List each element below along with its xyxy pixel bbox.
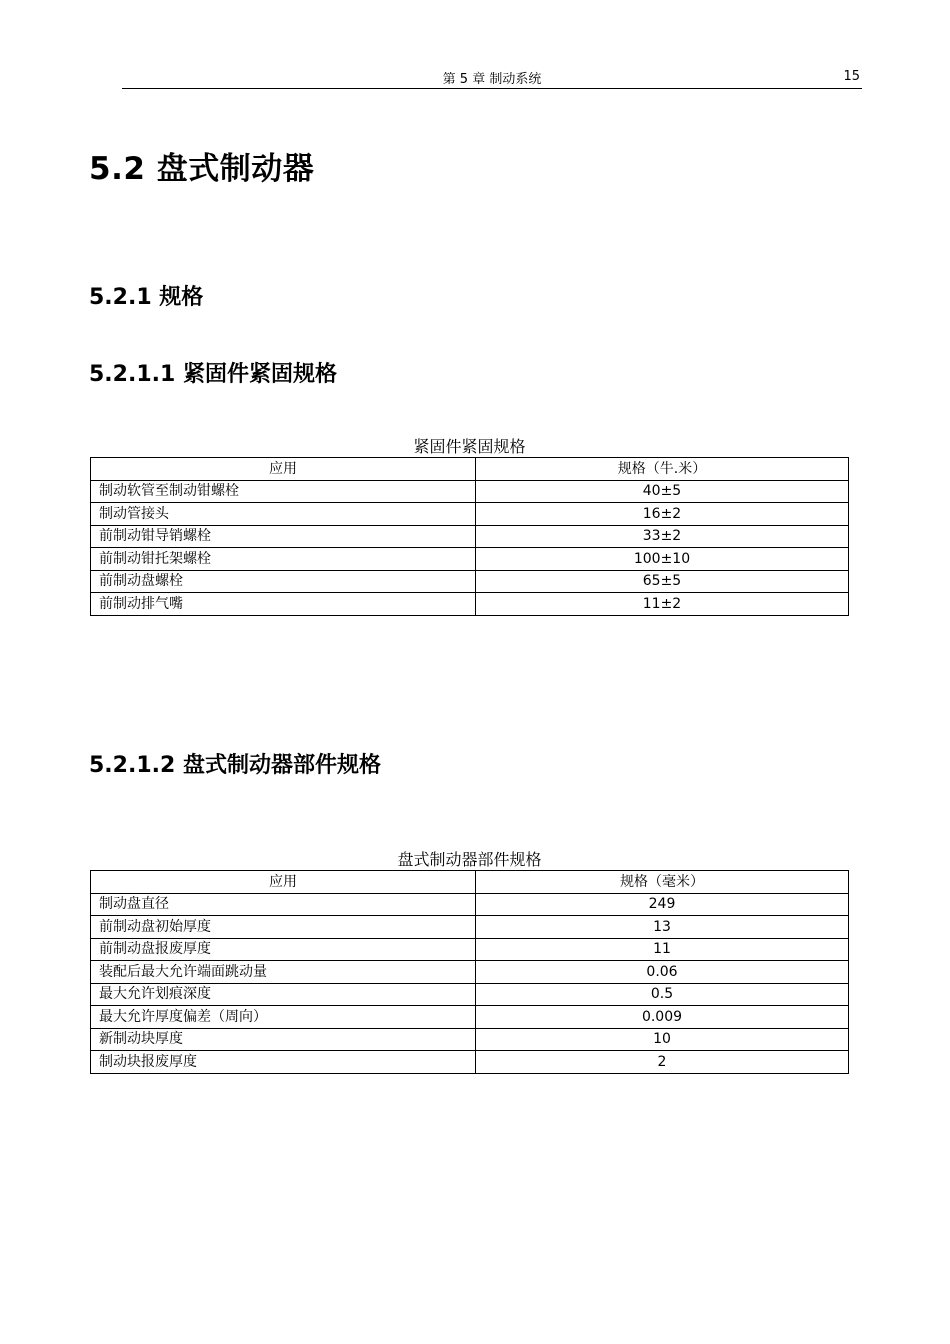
application-cell: 前制动盘报废厚度 bbox=[91, 938, 476, 961]
spec-cell: 65±5 bbox=[476, 570, 849, 593]
application-cell: 前制动盘螺栓 bbox=[91, 570, 476, 593]
fastener-table bbox=[90, 457, 849, 616]
application-cell: 装配后最大允许端面跳动量 bbox=[91, 961, 476, 984]
application-cell: 新制动块厚度 bbox=[91, 1028, 476, 1051]
application-cell: 制动块报废厚度 bbox=[91, 1051, 476, 1074]
spec-cell: 11 bbox=[476, 938, 849, 961]
spec-cell: 0.009 bbox=[476, 1006, 849, 1029]
application-cell: 最大允许厚度偏差（周向） bbox=[91, 1006, 476, 1029]
spec-cell: 40±5 bbox=[476, 480, 849, 503]
table-row bbox=[91, 593, 849, 616]
table-header-row bbox=[91, 871, 849, 894]
spec-cell: 100±10 bbox=[476, 548, 849, 571]
application-cell: 前制动排气嘴 bbox=[91, 593, 476, 616]
application-cell: 前制动钳托架螺栓 bbox=[91, 548, 476, 571]
spec-cell: 0.5 bbox=[476, 983, 849, 1006]
table-row bbox=[91, 916, 849, 939]
page-header bbox=[122, 66, 862, 89]
table-row bbox=[91, 1006, 849, 1029]
application-cell: 最大允许划痕深度 bbox=[91, 983, 476, 1006]
table-row bbox=[91, 570, 849, 593]
table-row bbox=[91, 1028, 849, 1051]
fastener-table-caption: 紧固件紧固规格 bbox=[413, 437, 526, 456]
table-row bbox=[91, 893, 849, 916]
table-row bbox=[91, 503, 849, 526]
spec-cell: 2 bbox=[476, 1051, 849, 1074]
table-row bbox=[91, 938, 849, 961]
component-table bbox=[90, 870, 849, 1074]
spec-cell: 11±2 bbox=[476, 593, 849, 616]
component-table-caption: 盘式制动器部件规格 bbox=[397, 850, 542, 869]
column-header-spec: 规格（毫米） bbox=[476, 871, 849, 894]
chapter-title: 第 5 章 制动系统 bbox=[442, 72, 542, 87]
application-cell: 制动管接头 bbox=[91, 503, 476, 526]
table-row bbox=[91, 983, 849, 1006]
spec-cell: 0.06 bbox=[476, 961, 849, 984]
table-row bbox=[91, 480, 849, 503]
fastener-heading: 5.2.1.1 紧固件紧固规格 bbox=[89, 362, 337, 387]
column-header-spec: 规格（牛.米） bbox=[476, 458, 849, 481]
spec-cell: 33±2 bbox=[476, 525, 849, 548]
table-row bbox=[91, 961, 849, 984]
page-number: 15 bbox=[843, 69, 860, 84]
column-header-application: 应用 bbox=[91, 871, 476, 894]
table-row bbox=[91, 548, 849, 571]
spec-cell: 10 bbox=[476, 1028, 849, 1051]
table-row bbox=[91, 525, 849, 548]
table-row bbox=[91, 1051, 849, 1074]
application-cell: 前制动钳导销螺栓 bbox=[91, 525, 476, 548]
spec-cell: 249 bbox=[476, 893, 849, 916]
column-header-application: 应用 bbox=[91, 458, 476, 481]
application-cell: 制动软管至制动钳螺栓 bbox=[91, 480, 476, 503]
application-cell: 前制动盘初始厚度 bbox=[91, 916, 476, 939]
table-header-row bbox=[91, 458, 849, 481]
component-heading: 5.2.1.2 盘式制动器部件规格 bbox=[89, 753, 381, 778]
spec-cell: 16±2 bbox=[476, 503, 849, 526]
spec-cell: 13 bbox=[476, 916, 849, 939]
subsection-title: 5.2.1 规格 bbox=[89, 285, 204, 310]
application-cell: 制动盘直径 bbox=[91, 893, 476, 916]
section-title: 5.2 盘式制动器 bbox=[89, 151, 315, 187]
